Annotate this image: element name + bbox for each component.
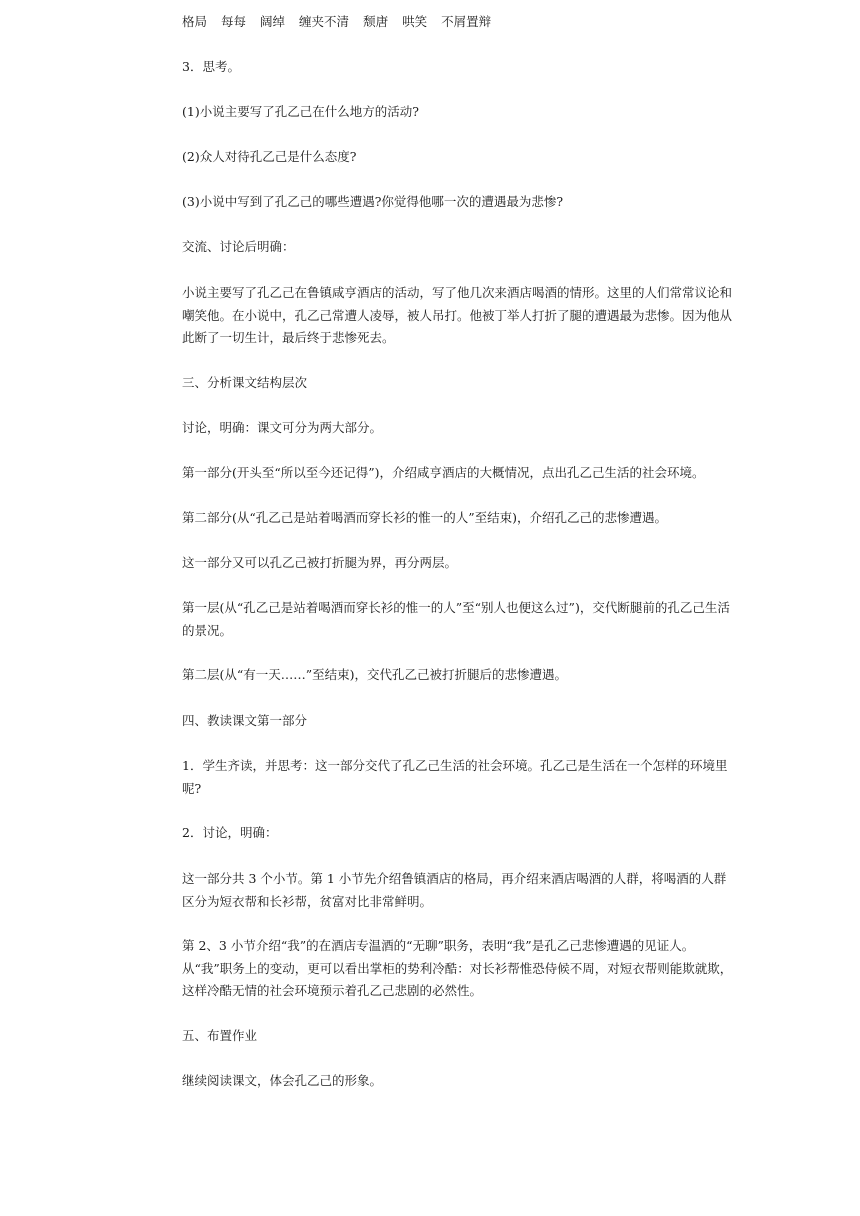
question-1: (1)小说主要写了孔乙己在什么地方的活动? — [182, 104, 419, 119]
part-one: 第一部分(开头至“所以至今还记得”)，介绍咸亨酒店的大概情况，点出孔乙己生活的社会环境。 — [182, 465, 705, 480]
analysis-1: 这一部分共 3 个小节。第 1 小节先介绍鲁镇酒店的格局，再介绍来酒店喝酒的人群，将喝酒的人群区分为短衣帮和长衫帮，贫富对比非常鲜明。 — [182, 871, 727, 909]
reading-task: 1．学生齐读，并思考：这一部分交代了孔乙己生活的社会环境。孔乙己是生活在一个怎样的环境里呢? — [182, 758, 728, 796]
section-heading-4: 四、教读课文第一部分 — [182, 713, 308, 728]
vocab-word: 格局 — [182, 14, 208, 29]
analysis-2: 第 2、3 小节介绍“我”的在酒店专温酒的“无聊”职务，表明“我”是孔乙己悲惨遭遇的见证人。从“我”职务上的变动，更可以看出掌柜的势利冷酷：对长衫帮惟恐侍候不周，对短衣帮则能欺就欺，这样冷酷无情的社会环境预示着孔乙己悲剧的必然性。 — [182, 938, 733, 998]
section-heading-5: 五、布置作业 — [182, 1028, 258, 1043]
question-heading: 3．思考。 — [182, 59, 240, 74]
vocab-word: 每每 — [221, 14, 247, 29]
question-3: (3)小说中写到了孔乙己的哪些遭遇?你觉得他哪一次的遭遇最为悲惨? — [182, 194, 564, 209]
homework: 继续阅读课文，体会孔乙己的形象。 — [182, 1073, 383, 1088]
part-two: 第二部分(从“孔乙己是站着喝酒而穿长衫的惟一的人”至结束)，介绍孔乙己的悲惨遭遇。 — [182, 510, 668, 525]
structure-discussion: 讨论，明确：课文可分为两大部分。 — [182, 420, 383, 435]
layer-one: 第一层(从“孔乙己是站着喝酒而穿长衫的惟一的人”至“别人也便这么过”)，交代断腿前的孔乙己生活的景况。 — [182, 600, 730, 638]
answer-paragraph: 小说主要写了孔乙己在鲁镇咸亨酒店的活动，写了他几次来酒店喝酒的情形。这里的人们常常议论和嘲笑他。在小说中，孔乙己常遭人凌辱，被人吊打。他被丁举人打折了腿的遭遇最为悲惨。因为他从此断了一切生计，最后终于悲惨死去。 — [182, 285, 733, 345]
discussion-2: 2．讨论，明确： — [182, 825, 278, 840]
section-heading-3: 三、分析课文结构层次 — [182, 375, 308, 390]
vocab-word: 阔绰 — [260, 14, 286, 29]
vocab-word: 哄笑 — [402, 14, 428, 29]
question-2: (2)众人对待孔乙己是什么态度? — [182, 149, 357, 164]
vocab-word: 缠夹不清 — [299, 14, 350, 29]
part-two-note: 这一部分又可以孔乙己被打折腿为界，再分两层。 — [182, 555, 458, 570]
discussion-label: 交流、讨论后明确： — [182, 239, 295, 254]
layer-two: 第二层(从“有一天……”至结束)，交代孔乙己被打折腿后的悲惨遭遇。 — [182, 667, 568, 682]
vocabulary-line — [182, 11, 734, 34]
vocab-word: 不屑置辩 — [441, 14, 492, 29]
vocab-word: 颓唐 — [363, 14, 389, 29]
